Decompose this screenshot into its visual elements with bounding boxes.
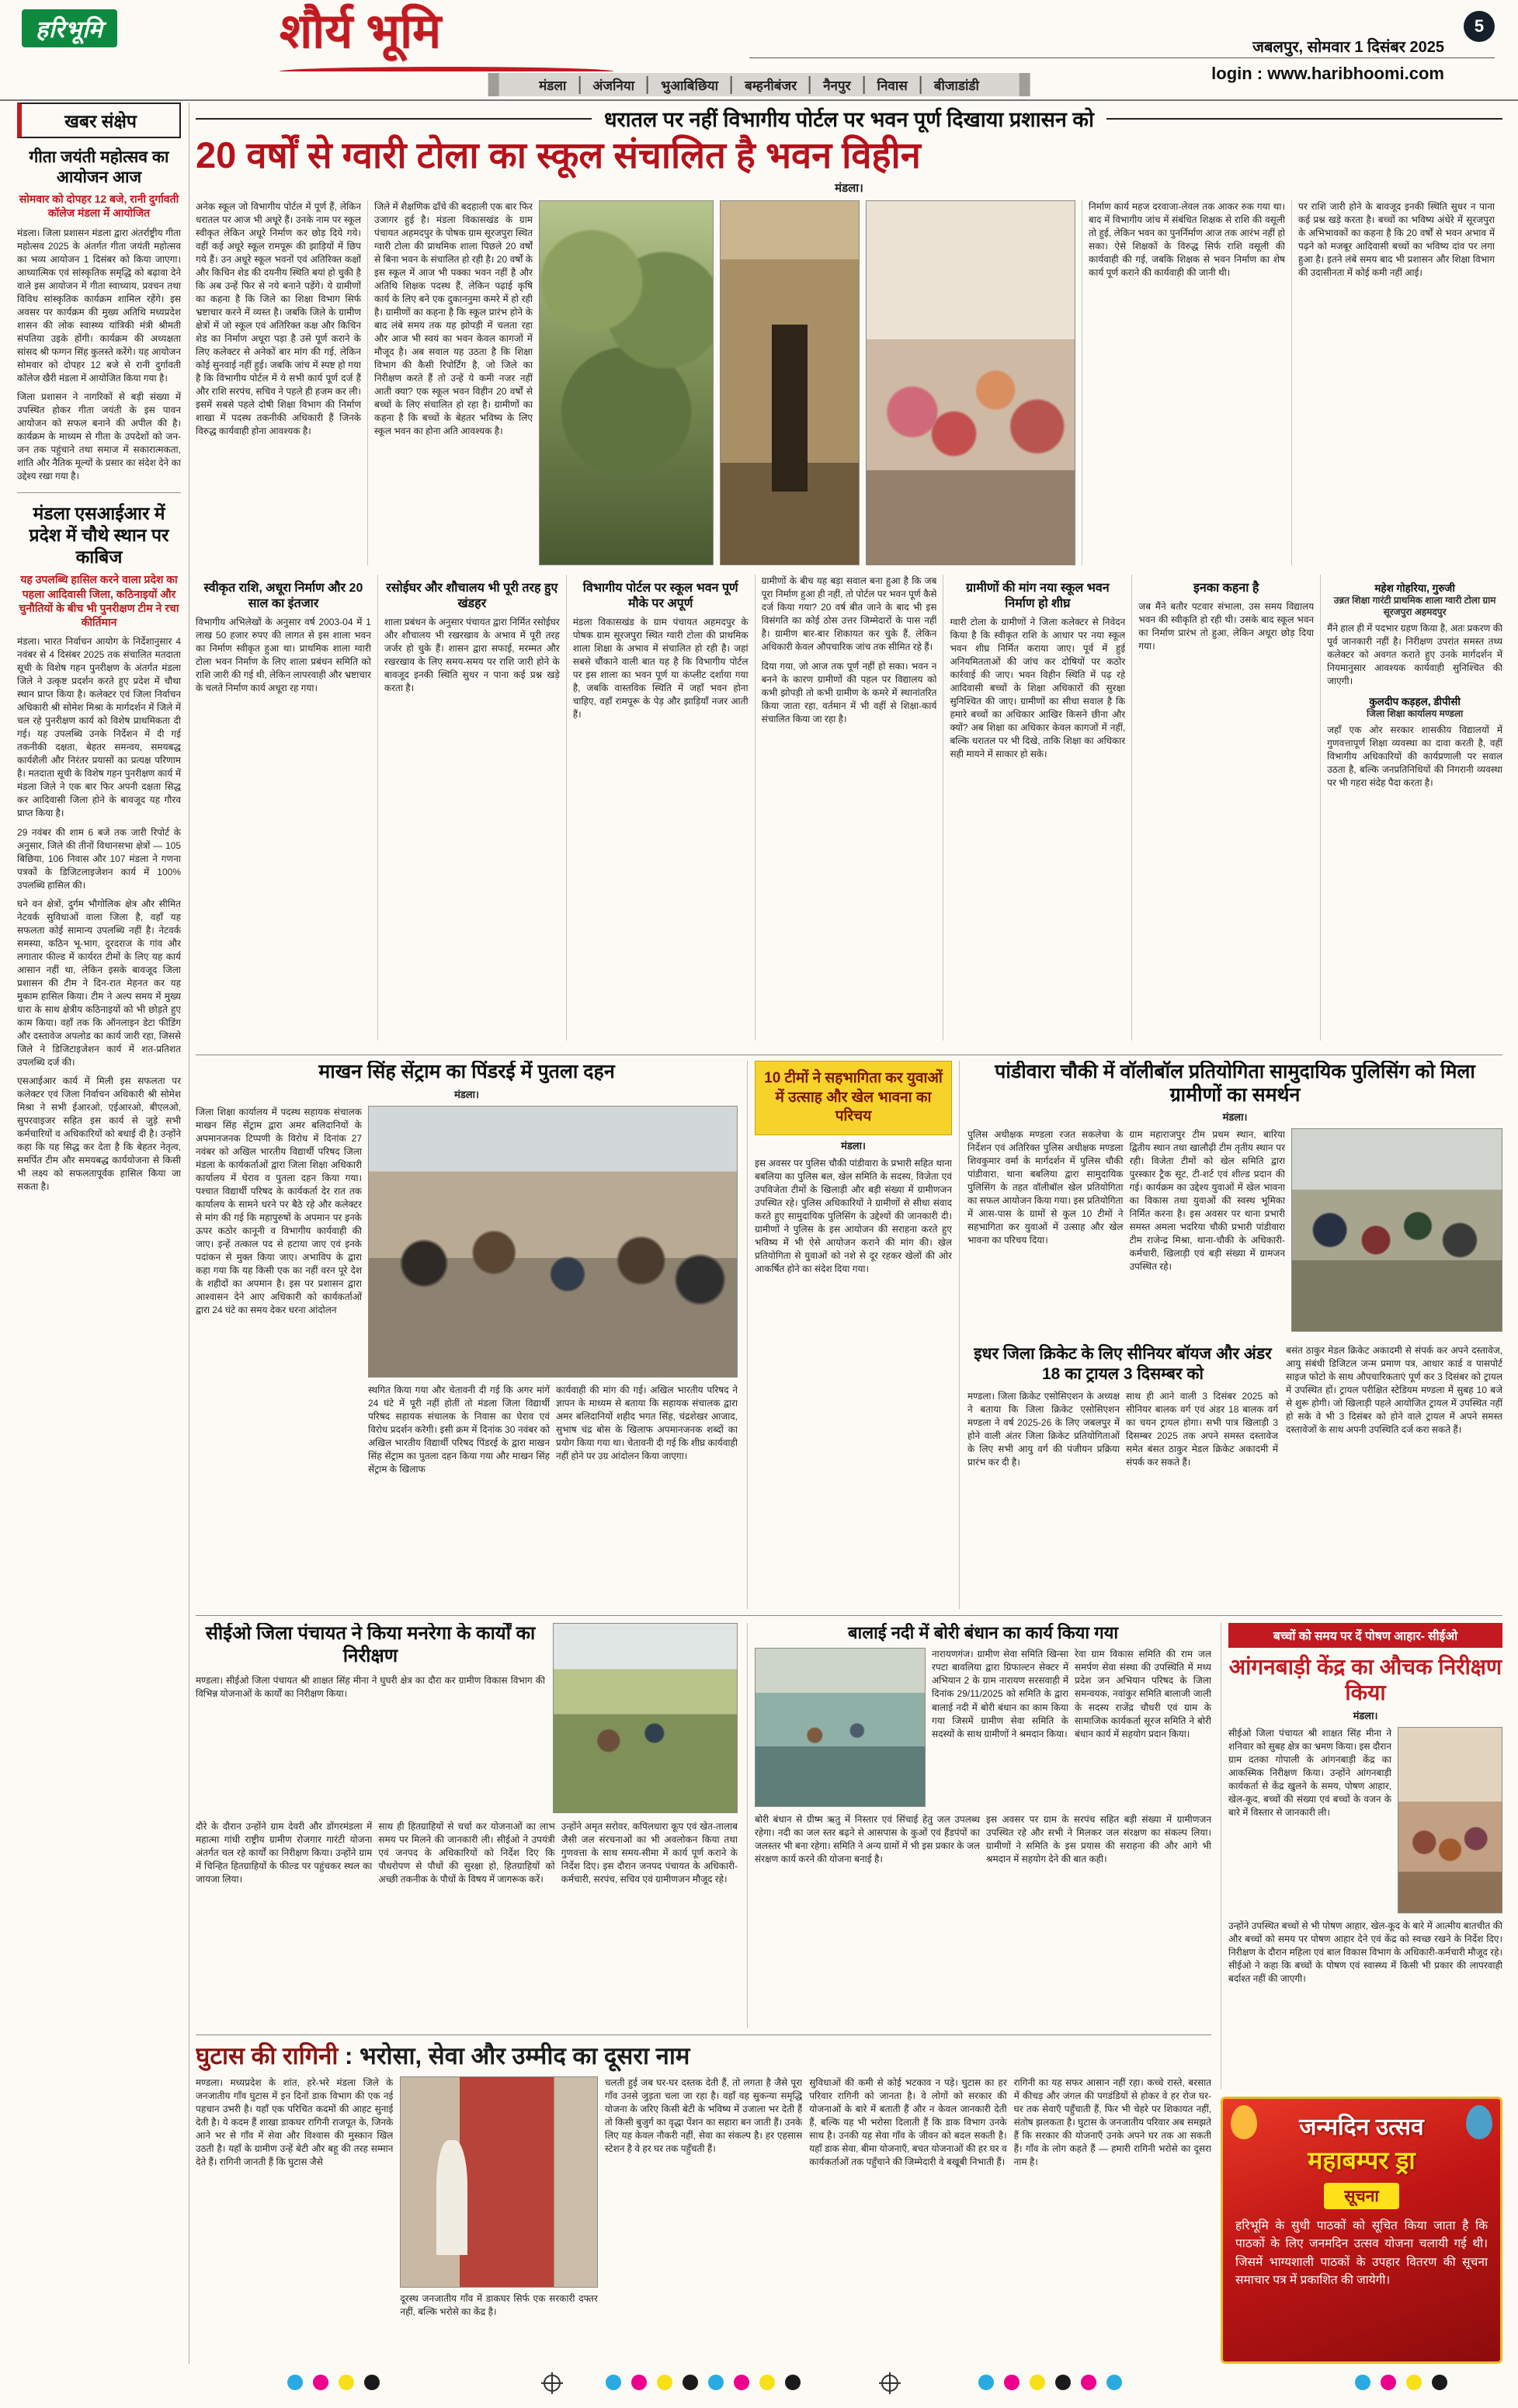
page-number-badge: 5 <box>1464 11 1495 42</box>
story-col-2: स्थगित किया गया और चेतावनी दी गई कि अगर मांगें 24 घंटे में पूरी नहीं होतीं तो मंडला जिला विद्यार्थी परिषद सहायक संचालक के निवास का घेराव एवं विरोध प्रदर्शन करेगी। इसी क्रम में दिनांक 30 नवंबर को अखिल भारतीय विद्यार्थी परिषद पिंडरई के द्वारा माखन सिंह सेंट्राम का पुतला दहन किया गया और माखन सिंह सेंट्राम के खिलाफ <box>368 1384 550 1475</box>
story-cols <box>967 1128 1502 1336</box>
kicker-rule <box>196 118 592 120</box>
quote-author-name: महेश गोहरिया, गुरुजी <box>1374 582 1455 594</box>
story-col-3: चलती हुई जब घर-घर दस्तक देती हैं, तो लगता है जैसे पूरा गाँव उनसे जुड़ता चला जा रहा है। वहाँ वह सुकन्या समृद्धि योजना के जरिए किसी बेटी के भविष्य में उजाला भर देती हैं तो किसी बुजुर्ग का वृद्धा पेंशन का सहारा बन जाती हैं। उनके लिए यह केवल नौकरी नहीं, सेवा का संकल्प है। हर एहसास स्टेशन है वे हर घर तक पहुँचती हैं। <box>604 2076 803 2154</box>
lead-dateline: मंडला। <box>835 181 863 195</box>
story-top-row <box>1228 1727 1502 1913</box>
lead-top-row <box>196 200 1502 565</box>
section-rule <box>196 1615 1502 1616</box>
sports-pullquote-column <box>747 1061 960 1609</box>
paragraph: एसआईआर कार्य में मिली इस सफलता पर कलेक्टर एवं जिला निर्वाचन अधिकारी श्री सोमेश मिश्रा ने सभी ईआरओ, एईआरओ, बीएलओ, सुपरवाइजर सहित इस कार्य से जुड़े सभी कर्मचारियों व अधिकारियों को बधाई दी है। उन्होंने कहा कि यह सिद्ध कर देता है कि बेहतर नेतृत्व, समर्पित टीम और समयबद्ध कार्ययोजना से किसी भी लक्ष्य को सफलतापूर्वक हासिल किया जा सकता है। <box>17 1075 181 1193</box>
edition-dateline: जबलपुर, सोमवार 1 दिसंबर 2025 <box>1252 39 1444 56</box>
color-dot <box>1081 2375 1096 2390</box>
print-color-marks <box>978 2375 1122 2390</box>
notice-badge: सूचना <box>1324 2183 1399 2209</box>
story-dateline: मंडला। <box>1222 1111 1248 1123</box>
story-subhead: यह उपलब्धि हासिल करने वाला प्रदेश का पहला आदिवासी जिला, कठिनाइयों और चुनौतियों के बीच भी पुनरीक्षण टीम ने रचा कीर्तिमान <box>19 573 179 628</box>
color-dot <box>785 2375 801 2390</box>
paragraph: ग्वारी टोला के ग्रामीणों ने जिला कलेक्टर से निवेदन किया है कि स्वीकृत राशि के आधार पर नया स्कूल भवन शीघ्र निर्मित कराया जाए। पूर्व में हुई अनियमितताओं की जांच कर दोषियों पर कठोर कार्रवाई की जाए। भवन विहीन स्थिति में पढ़ रहे आदिवासी बच्चों के शिक्षा अधिकारों की सुरक्षा सुनिश्चित की जाए। ग्रामीणों का सीधा सवाल है कि हमारे बच्चों का अधिकार आखिर किसने छीना और क्यों? अब शिक्षा का अधिकार केवल कागजों में नहीं, बल्कि धरातल पर भी दिखे, ताकि शिक्षा का अधिकार सही मायने में साकार हो सके। <box>950 616 1126 760</box>
lead-col-quotes <box>1131 575 1314 1041</box>
story-col-2: साथ ही हितग्राहियों से चर्चा कर योजनाओं का लाभ समय पर मिलने की जानकारी ली। सीईओ ने उपयंत्री एवं जनपद के अधिकारियों को निर्देश दिए कि पौधरोपण से पौधों की सुरक्षा हो, हितग्राहियों को अच्छी तकनीक के पौधों के विषय में जागरूक करें। <box>378 1820 555 1885</box>
news-briefs-column <box>17 103 189 2364</box>
paragraph: मंडला। जिला प्रशासन मंडला द्वारा अंतर्राष्ट्रीय गीता महोत्सव 2025 के अंतर्गत गीता जयंती महोत्सव का भव्य आयोजन 1 दिसंबर को किया जाएगा। आध्यात्मिक एवं सांस्कृतिक समृद्धि को बढ़ावा देने वाले इस आयोजन में गीता स्वाध्याय, प्रवचन तथा विविध सांस्कृतिक कार्यक्रम शामिल रहेंगे। इस अवसर पर कार्यक्रम की मुख्य अतिथि मध्यप्रदेश शासन की लोक स्वास्थ्य यांत्रिकी मंत्री श्रीमती संपतिया उइके होंगी। कार्यक्रम की अध्यक्षता सांसद श्री फग्गन सिंह कुलस्ते करेंगे। यह आयोजन सोमवार को दोपहर 12 बजे से रानी दुर्गावती कॉलेज खैरी मंडला में आयोजित किया गया है। <box>17 227 181 384</box>
print-color-marks <box>1355 2375 1447 2390</box>
paragraph: विभागीय अभिलेखों के अनुसार वर्ष 2003-04 में 1 लाख 50 हजार रुपए की लागत से इस शाला भवन का निर्माण स्वीकृत हुआ था। प्राथमिक शाला ग्वारी टोला भवन निर्माण के लिए शाला प्रबंधन समिति को राशि जारी की गई थी, लेकिन लापरवाही और भ्रष्टाचार के चलते निर्माण कार्य अधूरा रह गया। <box>196 616 371 693</box>
lead-col-rasoi <box>377 575 560 1041</box>
photo-incomplete-building <box>720 200 860 565</box>
story-river-sandbag <box>747 1623 1211 2028</box>
headline-rest: : भरोसा, सेवा और उम्मीद का दूसरा नाम <box>345 2042 690 2069</box>
story-dateline: मंडला। <box>454 1088 479 1100</box>
story-intro: मण्डला। सीईओ जिला पंचायत श्री शाक्षत सिंह मीना ने घुघरी क्षेत्र का दौरा कर ग्रामीण विकास विभाग की विभिन्न योजनाओं के कार्यों का निरीक्षण किया। <box>196 1674 545 1699</box>
subhead: विभागीय पोर्टल पर स्कूल भवन पूर्ण मौके पर अपूर्ण <box>582 581 738 610</box>
lead-kicker: धरातल पर नहीं विभागीय पोर्टल पर भवन पूर्ण दिखाया प्रशासन को <box>603 108 1095 131</box>
color-dot <box>1381 2375 1396 2390</box>
story-mnrega-inspection <box>196 1623 738 2028</box>
lead-col-portal <box>566 575 749 1041</box>
lead-bottom-row <box>196 575 1502 1041</box>
story-anganwadi-inspection <box>1221 1623 1502 2089</box>
story-col-4: सुविधाओं की कमी से कोई भटकाव न पड़े। घुटास का हर परिवार रागिनी को जानता है। वे लोगों को सरकार की योजनाओं के बारे में बताती हैं और न केवल जानकारी देती हैं, बल्कि यह भी भरोसा दिलाती हैं कि डाक विभाग उनके साथ है। उनकी यह सेवा गाँव के जीवन को बदल सकती है। यहाँ डाक सेवा, बीमा योजनाएँ, बचत योजनाओं की हर घर व कार्यकर्ताओं तक पहुँचाने की जिम्मेदारी वे बखूबी निभाती हैं। <box>809 2076 1007 2167</box>
story-col-1: दौरे के दौरान उन्होंने ग्राम देवरी और डोंगरमंडला में महात्मा गांधी राष्ट्रीय ग्रामीण रोजगार गारंटी योजना अंतर्गत चल रहे कार्यों का निरीक्षण किया। उन्होंने ग्राम में चिन्हित हितग्राहियों के फील्ड पर पहुंचकर स्थल का जायजा लिया। <box>196 1820 373 1885</box>
photo-makeshift-classroom <box>866 200 1075 565</box>
story-headline: आंगनबाड़ी केंद्र का औचक निरीक्षण किया <box>1228 1655 1502 1705</box>
kicker-row <box>196 104 1502 133</box>
lead-col-swikrit <box>196 575 371 1041</box>
photo-postwoman-at-door <box>400 2076 597 2288</box>
website-link[interactable]: login : www.haribhoomi.com <box>1211 64 1444 83</box>
color-dot <box>683 2375 698 2390</box>
story-cols <box>368 1384 738 1593</box>
story-col-1: मण्डला। जिला क्रिकेट एसोसिएशन के अध्यक्ष ने बताया कि जिला क्रिकेट एसोसिएशन मण्डला ने वर्ष 2025-26 के लिए जबलपुर में होने वाली अंतर जिला क्रिकेट प्रतियोगिताओं के लिए सभी आयु वर्ग की पंजीयन प्रक्रिया प्रारंभ कर दी है। <box>967 1390 1120 1468</box>
story-dateline: मंडला। <box>841 1140 866 1152</box>
photo-protest-street <box>368 1106 738 1378</box>
story-body <box>196 1106 738 1597</box>
quote-text: जहाँ एक ओर सरकार शासकीय विद्यालयों में गुणवत्तापूर्ण शिक्षा व्यवस्था का दावा करती है, वहीं विभागीय अधिकारियों की कार्यप्रणाली पर सवाल उठता है, बल्कि जनप्रतिनिधियों की निगरानी व्यवस्था पर भी गहरा संदेह पैदा करता है। <box>1327 724 1502 788</box>
section-rule <box>196 2034 1211 2035</box>
color-dot <box>1030 2375 1045 2390</box>
story-col-1: मण्डला। मध्यप्रदेश के शांत, हरे-भरे मंडला जिले के जनजातीय गाँव घुटास में इन दिनों डाक विभाग की एक नई पहचान उभरी है। यहाँ एक परिचित कदमों की आहट सुनाई देती है। ये कदम हैं शाखा डाकघर रागिनी राजपूत के, जिनके आने भर से गाँव में सेवा और विश्वास की मुस्कान खिल उठती है। यहाँ के ग्रामीण उन्हें बेटी और बहू की तरह सम्मान देते हैं। रागिनी जानती हैं कि घुटास जैसे <box>196 2076 394 2167</box>
color-dot <box>1055 2375 1071 2390</box>
story-dateline: मंडला। <box>1353 1710 1378 1722</box>
cricket-left-block <box>967 1344 1278 1568</box>
story-headline: पांडीवारा चौकी में वॉलीबॉल प्रतियोगिता सामुदायिक पुलिसिंग को मिला ग्रामीणों का समर्थन <box>995 1061 1475 1106</box>
story-cols <box>196 1820 738 2014</box>
brand-logo: हरिभूमि <box>22 9 117 47</box>
color-dot <box>734 2375 749 2390</box>
story-volleyball <box>967 1061 1502 1609</box>
color-dot <box>1432 2375 1447 2390</box>
story-col-2: रेवा ग्राम विकास समिति की राम जल समर्पण सेवा संस्था की उपस्थिति में मध्य प्रदेश जन अभियान परिषद के जिला समन्वयक, नवांकुर समिति बालाजी जाली के सदस्य राजेंद्र चौधरी एवं ग्राम के सामाजिक कार्यकर्ता सूरज समिति ने बोरी बंधान कार्य में सहयोग प्रदान किया। <box>1075 1649 1211 1739</box>
pull-quote-box: 10 टीमों ने सहभागिता कर युवाओं में उत्साह और खेल भावना का परिचय <box>755 1061 952 1135</box>
nav-item[interactable]: निवास <box>863 76 920 94</box>
story-col-1: नारायणगंज। ग्रामीण सेवा समिति खिन्सा रपटा बावलिया द्वारा ग्रिफाल्टन सेक्टर में अभियान 2 के ग्राम नारायण सरसवाही में दिनांक 29/11/2025 को समिति के द्वारा बालाई नदी में बोरी बंधान का काम किया गया जिसमें ग्रामीण सेवा समिति के सदस्यों के साथ ग्रामीणों ने श्रमदान किया। <box>932 1649 1068 1739</box>
headline-block <box>196 1623 545 1814</box>
story-right-block <box>368 1106 738 1597</box>
paragraph: जिला प्रशासन ने नागरिकों से बड़ी संख्या में उपस्थित होकर गीता जयंती के इस पावन आयोजन को सफल बनाने की अपील की है। कार्यक्रम के माध्यम से गीता के उपदेशों को जन-जन तक पहुंचाने तथा समाज में सकारात्मकता, शांति और नैतिक मूल्यों के प्रसार का संदेश देने का उद्देश्य रखा गया है। <box>17 391 181 482</box>
story-headline: बालाई नदी में बोरी बंधान का कार्य किया गया <box>847 1623 1119 1642</box>
lead-side-col-2: पर राशि जारी होने के बावजूद इनकी स्थिति सुधर न पाना कई प्रश्न खड़े करता है। बच्चों का भविष्य अंधेरे में सूरजपुरा के अभिभावकों का कहना है कि 20 वर्षों से भवन अभाव में पढ़ने को मजबूर आदिवासी बच्चों का भविष्य दांव पर लगा हुआ है। इतने लंबे समय बाद भी प्रशासन और शिक्षा विभाग की उदासीनता में कोई कमी नहीं आई। <box>1291 200 1495 565</box>
lead-col-portal-cont <box>755 575 937 1041</box>
subhead: स्वीकृत राशि, अधूरा निर्माण और 20 साल का इंतजार <box>203 581 363 610</box>
lead-headline: 20 वर्षों से ग्वारी टोला का स्कूल संचालित है भवन विहीन <box>196 134 921 175</box>
paragraph: दिया गया, जो आज तक पूर्ण नहीं हो सका। भवन न बनने के कारण ग्रामीणों की पहल पर विद्यालय को कभी झोपड़ी तो कभी ग्रामीण के कमरे में स्थानांतरित किया जाता रहा, वर्तमान में भी वहीं से शिक्षा-कार्य संचालित किया जा रहा है। <box>761 660 937 725</box>
story-cols <box>755 1813 1211 2007</box>
color-dot <box>978 2375 994 2390</box>
color-dot <box>759 2375 775 2390</box>
story-col-2: उन्होंने उपस्थित बच्चों से भी पोषण आहार, खेल-कूद के बारे में आत्मीय बातचीत की और बच्चों को समय पर पोषण आहार देने एवं केंद्र को स्वच्छ रखने के निर्देश दिए। निरीक्षण के दौरान महिला एवं बाल विकास विभाग के अधिकारी-कर्मचारी मौजूद रहे। सीईओ ने कहा कि बच्चों के पोषण एवं स्वास्थ्य में किसी भी प्रकार की लापरवाही बर्दाश्त नहीं की जाएगी। <box>1228 1920 1502 1985</box>
story-top-row <box>755 1648 1211 1807</box>
photo-anganwadi-children <box>1398 1727 1502 1913</box>
color-dot <box>339 2375 354 2390</box>
headline-label: घुटास की रागिनी <box>196 2042 339 2069</box>
story-headline: गीता जयंती महोत्सव का आयोजन आज <box>29 148 169 186</box>
story-col-1: पुलिस अधीक्षक मण्डला रजत सकलेचा के निर्देशन एवं अतिरिक्त पुलिस अधीक्षक मण्डला शिवकुमार वर्मा के मार्गदर्शन में पुलिस चौकी पांडीवारा, थाना बबलिया द्वारा सामुदायिक पुलिसिंग के तहत वॉलीबॉल खेल प्रतियोगिता का सफल आयोजन किया गया। इस प्रतियोगिता में आस-पास के ग्रामों से कुल 10 टीमों ने सहभागिता कर युवाओं में उत्साह और खेल भावना का परिचय दिया। <box>967 1129 1124 1246</box>
color-dot <box>1406 2375 1422 2390</box>
story-headline <box>196 2042 1211 2070</box>
paragraph: ग्रामीणों के बीच यह बड़ा सवाल बना हुआ है कि जब पूरा निर्माण हुआ ही नहीं, तो पोर्टल पर भवन पूर्ण कैसे दर्ज किया गया? 20 वर्ष बीत जाने के बाद भी इस विसंगति का कोई ठोस उत्तर जिम्मेदारों के पास नहीं है। ग्रामीण बार-बार शिकायत कर चुके हैं, लेकिन अधिकारी केवल औपचारिक जांच तक सीमित रहे हैं। <box>761 575 937 652</box>
story-col: इस अवसर पर पुलिस चौकी पांडीवारा के प्रभारी सहित थाना बबलिया का पुलिस बल, खेल समिति के सदस्य, विजेता एवं उपविजेता टीमों के खिलाड़ी और बड़ी संख्या में ग्रामीणजन उपस्थित रहे। पुलिस अधिकारियों ने ग्रामीणों से सीधा संवाद करते हुए सामुदायिक पुलिसिंग के उद्देश्यों की जानकारी दी। ग्रामीणों ने पुलिस के इस आयोजन की सराहना करते हुए भविष्य में भी ऐसे आयोजन कराने की मांग की। खेल प्रतियोगिता से युवाओं को नशे से दूर रहकर खेलों की ओर आकर्षित होने का संदेश दिया गया। <box>755 1158 952 1275</box>
masthead-flourish <box>280 67 613 71</box>
paragraph: जब मैंने बतौर पटवार संभाला, उस समय विद्यालय भवन की स्वीकृति हो रही थी। उसके बाद स्कूल भवन का निर्माण प्रारंभ तो हुआ, लेकिन अधूरा छोड़ दिया गया। <box>1138 600 1315 652</box>
story-col-3: उन्होंने अमृत सरोवर, कपिलधारा कूप एवं खेत-तालाब जैसी जल संरचनाओं का भी अवलोकन किया तथा गुणवत्ता के साथ समय-सीमा में कार्य पूर्ण कराने के निर्देश दिए। इस दौरान जनपद पंचायत के अधिकारी-कर्मचारी, सरपंच, सचिव एवं ग्रामीणजन मौजूद रहे। <box>561 1820 738 1885</box>
nav-item[interactable]: नैनपुर <box>809 76 863 94</box>
photo-river-work <box>755 1648 926 1807</box>
notice-title-2: महाबम्पर ड्रा <box>1308 2146 1416 2174</box>
color-dot <box>364 2375 380 2390</box>
photo-column <box>400 2076 597 2348</box>
header-rule <box>749 57 1495 58</box>
story-top-row <box>196 1623 738 1814</box>
lead-story <box>196 103 1502 1053</box>
quote-text: मैंने हाल ही में पदभार ग्रहण किया है, अतः प्रकरण की पूर्व जानकारी नहीं है। निरीक्षण उपरांत समस्त तथ्य कलेक्टर को अवगत कराते हुए उनके मार्गदर्शन में नियमानुसार आवश्यक कार्यवाही सुनिश्चित की जाएगी। <box>1327 622 1502 687</box>
paragraph: मंडला। भारत निर्वाचन आयोग के निर्देशानुसार 4 नवंबर से 4 दिसंबर 2025 तक संचालित मतदाता सूची के विशेष गहन पुनरीक्षण के अंतर्गत मंडला जिले ने उत्कृष्ट प्रदर्शन करते हुए प्रदेश में चौथा स्थान प्राप्त किया है। कलेक्टर एवं जिला निर्वाचन अधिकारी श्री सोमेश मिश्रा के मार्गदर्शन में जिले में चल रहे पुनरीक्षण कार्य को विशेष प्राथमिकता दी गई। यह उपलब्धि उनके निर्देशन में दी गई तकनीकी दक्षता, बेहतर समन्वय, समयबद्ध कार्यशैली और निरंतर प्रयासों का प्रत्यक्ष परिणाम है। मतदाता सूची के विशेष गहन पुनरीक्षण कार्य में मंडला जिले ने एक बार फिर अपनी दक्षता सिद्ध कर आदिवासी जिला होने के बावजूद यह गौरव प्राप्त किया है। <box>17 636 181 819</box>
print-color-marks <box>287 2375 380 2390</box>
color-dot <box>313 2375 328 2390</box>
story-cols <box>967 1390 1278 1553</box>
color-dot <box>708 2375 724 2390</box>
story-col-1: सीईओ जिला पंचायत श्री शाक्षत सिंह मीना ने शनिवार को सुबह क्षेत्र का भ्रमण किया। इस दौरान ग्राम दतका गोपाली के आंगनबाड़ी केंद्र का आकस्मिक निरीक्षण किया। उन्होंने आंगनबाड़ी कार्यकर्ता से केंद्र खुलने के समय, पोषण आहार, खेल-कूद, बच्चों की संख्या एवं बच्चों के वजन के बारे में विस्तार से जानकारी ली। <box>1228 1728 1391 1819</box>
highlight-bar: बच्चों को समय पर दें पोषण आहार- सीईओ <box>1228 1623 1502 1648</box>
subhead: रसोईघर और शौचालय भी पूरी तरह हुए खंडहर <box>386 581 558 610</box>
kicker-rule <box>1106 118 1502 120</box>
notice-body: हरिभूमि के सुधी पाठकों को सूचित किया जाता है कि पाठकों के लिए जनमदिन उत्सव योजना चलायी गई थी। जिसमें भाग्यशाली पाठकों के उपहार वितरण की सूचना समाचार पत्र में प्रकाशित की जायेगी। <box>1235 2219 1488 2287</box>
subhead: ग्रामीणों की मांग नया स्कूल भवन निर्माण हो शीघ्र <box>966 581 1110 610</box>
registration-mark <box>881 2375 898 2392</box>
color-dot <box>1355 2375 1370 2390</box>
notice-title-1: जन्मदिन उत्सव <box>1299 2114 1424 2140</box>
photo-school-site-trees <box>539 200 714 565</box>
story-body <box>17 635 181 1194</box>
nav-item[interactable]: बीजाडांडी <box>920 76 992 94</box>
story-subhead: सोमवार को दोपहर 12 बजे, रानी दुर्गावती कॉलेज मंडला में आयोजित <box>19 193 179 220</box>
nav-item[interactable]: भुआबिछिया <box>647 76 731 94</box>
paragraph: घने वन क्षेत्रों, दुर्गम भौगोलिक क्षेत्र और सीमित नेटवर्क सुविधाओं वाला जिला है, वहाँ यह सफलता कोई सामान्य उपलब्धि नहीं है। नेटवर्क समस्या, कठिन भू-भाग, दूरदराज के गांव और लगातार फील्ड में कार्यरत टीमों के लिए यह कार्य आसान नहीं था, लेकिन इसके बावजूद जिला प्रशासन की टीम ने दिन-रात मेहनत कर यह मुकाम हासिल किया। टीम ने अल्प समय में मुख्य धारा के साथ क्षेत्रीय कठिनाइयों को भी छोड़ते हुए काम किया। वहाँ तक कि ऑनलाइन डेटा फीडिंग और दस्तावेज अपलोड का कार्य जारी रहा, जिससे जिले ने डिजिटाइजेशन कार्य में शत-प्रतिशत उपलब्धि दर्ज की। <box>17 898 181 1068</box>
briefs-header: खबर संक्षेप <box>17 103 181 138</box>
story-headline: इधर जिला क्रिकेट के लिए सीनियर बॉयज और अंडर 18 का ट्रायल 3 दिसम्बर को <box>974 1345 1272 1384</box>
story-ghutas-feature <box>196 2042 1211 2362</box>
nav-item[interactable]: मंडला <box>539 78 567 93</box>
registration-mark <box>544 2375 561 2392</box>
masthead <box>0 0 1518 101</box>
photo-field-inspection <box>553 1623 738 1813</box>
quote-author-title: जिला शिक्षा कार्यालय मण्डला <box>1366 708 1464 720</box>
story-col-2: साथ ही आने वाली 3 दिसंबर 2025 को सीनियर बालक वर्ग एवं अंडर 18 बालक वर्ग का चयन ट्रायल होगा। सभी पात्र खिलाड़ी 3 दिसम्बर 2025 तक अपने समस्त दस्तावेज समेत बंसत ठाकुर मेडल क्रिकेट अकादमी में संपर्क कर सकते हैं। <box>1126 1390 1278 1468</box>
lead-side-col-1: निर्माण कार्य महज दरवाजा-लेवल तक आकर रुक गया था। बाद में विभागीय जांच में संबंधित शिक्षक से राशि की वसूली तो हुई, लेकिन भवन का पुनर्निर्माण आज तक आरंभ नहीं हो सका। ऐसे शिक्षकों के विरुद्ध सिर्फ राशि वसूली की कार्यवाही की गई, जबकि शिक्षक से भवन निर्माण का शेष कार्य पूर्ण कराने की कार्यवाही की जानी थी। <box>1082 200 1285 565</box>
story-headline: सीईओ जिला पंचायत ने किया मनरेगा के कार्यों का निरीक्षण <box>205 1623 536 1666</box>
story-cricket <box>967 1344 1502 1568</box>
story-effigy-burning <box>196 1061 738 1609</box>
quote-author-name: कुलदीप कड़हल, डीपीसी <box>1369 696 1461 708</box>
story-col-5: रागिनी का यह सफर आसान नहीं रहा। कच्चे रास्ते, बरसात में कीचड़ और जंगल की पगडंडियों से होकर वे हर रोज घर-घर तक सेवाएँ पहुँचाती हैं, फिर भी चेहरे पर शिकायत नहीं, संतोष झलकता है। घुटास के जनजातीय परिवार अब समझते हैं कि सरकार की योजनाएँ उनके अपने घर तक आ सकती हैं। गाँव के लोग कहते हैं — हमारी रागिनी भरोसे का दूसरा नाम है। <box>1013 2076 1211 2167</box>
story-col-4: इस अवसर पर ग्राम के सरपंच सहित बड़ी संख्या में ग्रामीणजन उपस्थित रहे और सभी ने मिलकर जल संरक्षण का संकल्प लिया। ग्रामीणों ने समिति के इस प्रयास की सराहना की और आगे भी श्रमदान में सहयोग देने की बात कही। <box>986 1814 1211 1865</box>
divider <box>17 492 181 493</box>
birthday-draw-notice <box>1221 2097 1502 2364</box>
quote-author-title: उन्नत शिक्षा गारंटी प्राथमिक शाला ग्वारी टोला ग्राम सूरजपुरा अहमदपुर <box>1333 594 1496 618</box>
story-col-3: बसंत ठाकुर मेडल क्रिकेट अकादमी से संपर्क कर अपने दस्तावेज, आयु संबंधी डिजिटल जन्म प्रमाण पत्र, आधार कार्ड व पासपोर्ट साइज फोटो के साथ औपचारिकताएं पूर्ण कर 3 दिसंबर को ट्रायल में उपस्थित हों। ट्रायल परीक्षित स्टेडियम मण्डला में सुबह 10 बजे से शुरू होगी। जो खिलाड़ी पहले आयोजित ट्रायल में उपस्थित नहीं हो सके वे भी 3 दिसंबर को होने वाले ट्रायल में अपने समस्त दस्तावेजों के साथ अपनी उपस्थिति दर्ज करा सकते हैं। <box>1286 1345 1502 1436</box>
newspaper-title: शौर्य भूमि <box>280 5 442 58</box>
story-col-2: दूरस्थ जनजातीय गाँव में डाकघर सिर्फ एक सरकारी दफ्तर नहीं, बल्कि भरोसे का केंद्र है। <box>400 2292 598 2317</box>
editions-nav <box>498 73 1020 96</box>
color-dot <box>1106 2375 1122 2390</box>
nav-item[interactable]: बम्हनीबंजर <box>731 76 809 94</box>
brief-story-geeta <box>17 148 181 483</box>
story-col-1: जिला शिक्षा कार्यालय में पदस्थ सहायक संचालक माखन सिंह सेंट्राम द्वारा अमर बलिदानियों के अपमानजनक टिप्पणी के विरोध में दिनांक 27 नवंबर को अखिल भारतीय विद्यार्थी परिषद जिला मंडला के कार्यकर्ताओं द्वारा जिला शिक्षा अधिकारी कार्यालय में घेराव व पुतला दहन किया गया। पश्चात विद्यार्थी परिषद के कार्यकर्ता देर रात तक कार्यालय के सामने धरने पर बैठे रहे और कलेक्टर से मांग की गई कि महापुरुषों के अपमान पर इनके ऊपर कठोर कानूनी व विभागीय कार्यवाही की जाए। इन्हें तत्काल पद से हटाया जाए एवं इनके पदांकन से मुक्त किया जाए। अभाविप के द्वारा कहा गया कि यह किसी एक का नहीं वरन पूरे देश के शहीदों का अपमान है। इस पर प्रशासन द्वारा आश्वासन देने आए अधिकारी को कार्यकर्ताओं द्वारा 24 घंटे का समय देकर धरना आंदोलन <box>196 1106 362 1315</box>
color-dot <box>606 2375 621 2390</box>
print-color-marks <box>606 2375 801 2390</box>
story-cols <box>196 2076 1211 2348</box>
nav-item[interactable]: अंजनिया <box>578 76 647 94</box>
subhead: इनका कहना है <box>1193 581 1259 595</box>
color-dot <box>287 2375 303 2390</box>
color-dot <box>657 2375 672 2390</box>
lead-intro-col-2: जिले में शैक्षणिक ढाँचे की बदहाली एक बार फिर उजागर हुई है। मंडला विकासखंड के ग्राम पंचायत अहमदपुर के पोषक ग्राम सूरजपुरा स्थित ग्वारी टोला की प्राथमिक शाला पिछले 20 वर्षों से बिना भवन के संचालित हो रही है। 20 वर्षों के इस स्कूल में आज भी पक्का भवन नहीं है और अतिथि शिक्षक पदस्थ हैं, लेकिन पढ़ाई कृषि कार्य के लिए बने एक दुकाननुमा कमरे में हो रही है। ग्रामीणों का कहना है कि स्कूल प्रारंभ होने के बाद लंबे समय तक यह झोपड़ी में चलता रहा और आज भी स्वयं का भवन केवल कागजों में मौजूद है। अब सवाल यह उठता है कि शिक्षा विभाग की कैसी रिपोर्टिंग है, जो जिले का निरीक्षण करते हैं तो उन्हें ये कमी नजर नहीं आती क्या? एक स्कूल भवन विहीन 20 वर्षों से बच्चों के लिए संचालित हो रहा है। ग्रामीणों का कहना है कि बच्चों के बेहतर भविष्य के लिए स्कूल भवन का होना अति आवश्यक है। <box>367 200 533 565</box>
lead-col-demand <box>943 575 1125 1041</box>
paragraph: शाला प्रबंधन के अनुसार पंचायत द्वारा निर्मित रसोईघर और शौचालय भी रखरखाव के अभाव में पूरी तरह जर्जर हो चुके हैं। शासन द्वारा सफाई, मरम्मत और रखरखाव के लिए समय-समय पर राशि जारी होने के बावजूद इनकी स्थिति सुधर न पाना कई प्रश्न खड़े करता है। <box>384 616 560 693</box>
photo-volleyball-prize-group <box>1291 1128 1502 1332</box>
story-col-3: बोरी बंधान से ग्रीष्म ऋतु में निस्तार एवं सिंचाई हेतु जल उपलब्ध रहेगा। नदी का जल स्तर बढ़ने से आसपास के कुओं एवं हैंडपंपों का जलस्तर भी बना रहेगा। समिति ने अन्य ग्रामों में भी इस प्रकार के जल संरक्षण कार्य करने की योजना बनाई है। <box>755 1814 980 1865</box>
lead-col-officials <box>1320 575 1502 1041</box>
lead-intro-col-1: अनेक स्कूल जो विभागीय पोर्टल में पूर्ण हैं, लेकिन धरातल पर आज भी अधूरे हैं। उनके नाम पर स्कूल स्वीकृत लेकिन अधूरे निर्माण कर छोड़ दिये गये। वहीं कई अधूरे स्कूल रामपूरू की झाड़ियों में छिप गये हैं। उन अधूरे स्कूल भवनों एवं अतिरिक्त कक्षों और किचिन शेड की दयनीय स्थिति बयां हो चुकी है कि अब उन्हें फिर से नये बनाने पड़ेंगे। ये ग्रामीणों का कहना है कि जिले का शिक्षा विभाग सिर्फ भ्रष्टाचार करने में व्यस्त है। जबकि जिले के ग्रामीण क्षेत्रों में जो स्कूल एवं अतिरिक्त कक्ष और किचिन शेड का निर्माण अधूरा पड़ा है उसे पूर्ण कराने के लिए कलेक्टर से अनेकों बार मांग की गई, लेकिन कोई सुनवाई नहीं हुई। जबकि जांच में स्पष्ट हो गया है कि विभागीय पोर्टल में ये सभी कार्य पूर्ण दर्ज हैं और राशि सरपंच, सचिव ने पहले ही हजम कर ली। इसमें सबसे पहले दोषी शिक्षा विभाग की निर्माण शाखा में पदस्थ तकनीकी अधिकारी हैं जिनके विरुद्ध कार्यवाही होना आवश्यक है। <box>196 200 361 437</box>
story-headline: माखन सिंह सेंट्राम का पिंडरई में पुतला दहन <box>318 1061 615 1082</box>
brief-story-sir <box>17 502 181 1194</box>
story-col-3: कार्यवाही की मांग की गई। अखिल भारतीय परिषद ने ज्ञापन के माध्यम से बताया कि सहायक संचालक द्वारा अमर बलिदानियों शहीद भगत सिंह, चंद्रशेखर आजाद, सुभाष चंद्र बोस के खिलाफ अपमानजनक शब्दों का प्रयोग किया गया था। चेतावनी दी गई कि शीघ्र कार्यवाही नहीं होने पर उग्र आंदोलन किया जाएगा। <box>556 1384 738 1461</box>
story-body <box>17 227 181 484</box>
paragraph: मंडला विकासखंड के ग्राम पंचायत अहमदपुर के पोषक ग्राम सूरजपुरा स्थित ग्वारी टोला की प्राथमिक शाला शिक्षा के अभाव में संचालित हो रही है। जहां सबसे चौंकाने वाली बात यह है कि विभागीय पोर्टल पर इस शाला का भवन पूर्ण या कंप्लीट दर्शाया गया है, जबकि वास्तविक स्थिति में जहाँ भवन होना चाहिए, वहाँ रामपूरू के पेड़ और झाड़ियाँ नजर आती हैं। <box>572 616 749 720</box>
color-dot <box>631 2375 647 2390</box>
color-dot <box>1004 2375 1020 2390</box>
paragraph: 29 नवंबर की शाम 6 बजे तक जारी रिपोर्ट के अनुसार, जिले की तीनों विधानसभा क्षेत्रों — 105 बिछिया, 106 निवास और 107 मंडला ने गणना पत्रकों के डिजिटलाइजेशन कार्य में 100% उपलब्धि हासिल की। <box>17 826 181 891</box>
story-col-2: ग्राम महाराजपुर टीम प्रथम स्थान, बारिया द्वितीय स्थान तथा खालौढ़ी टीम तृतीय स्थान पर रही। विजेता टीमों को खेल समिति द्वारा पुरस्कार ट्रैक सूट, टी-शर्ट एवं शील्ड प्रदान की गई। कार्यक्रम का उद्देश्य युवाओं में खेल भावना का विकास तथा युवाओं की स्वस्थ भूमिका निर्मित करना है। इस अवसर पर थाना प्रभारी समस्त अमला भदरिया चौकी प्रभारी पांडीवारा टीम राजेन्द्र मिश्रा, थाना-चौकी के अधिकारी-कर्मचारी, खिलाड़ी एवं बड़ी संख्या में ग्रामजन उपस्थित रहे। <box>1129 1129 1285 1273</box>
story-headline: मंडला एसआईआर में प्रदेश में चौथे स्थान पर काबिज <box>29 503 169 568</box>
